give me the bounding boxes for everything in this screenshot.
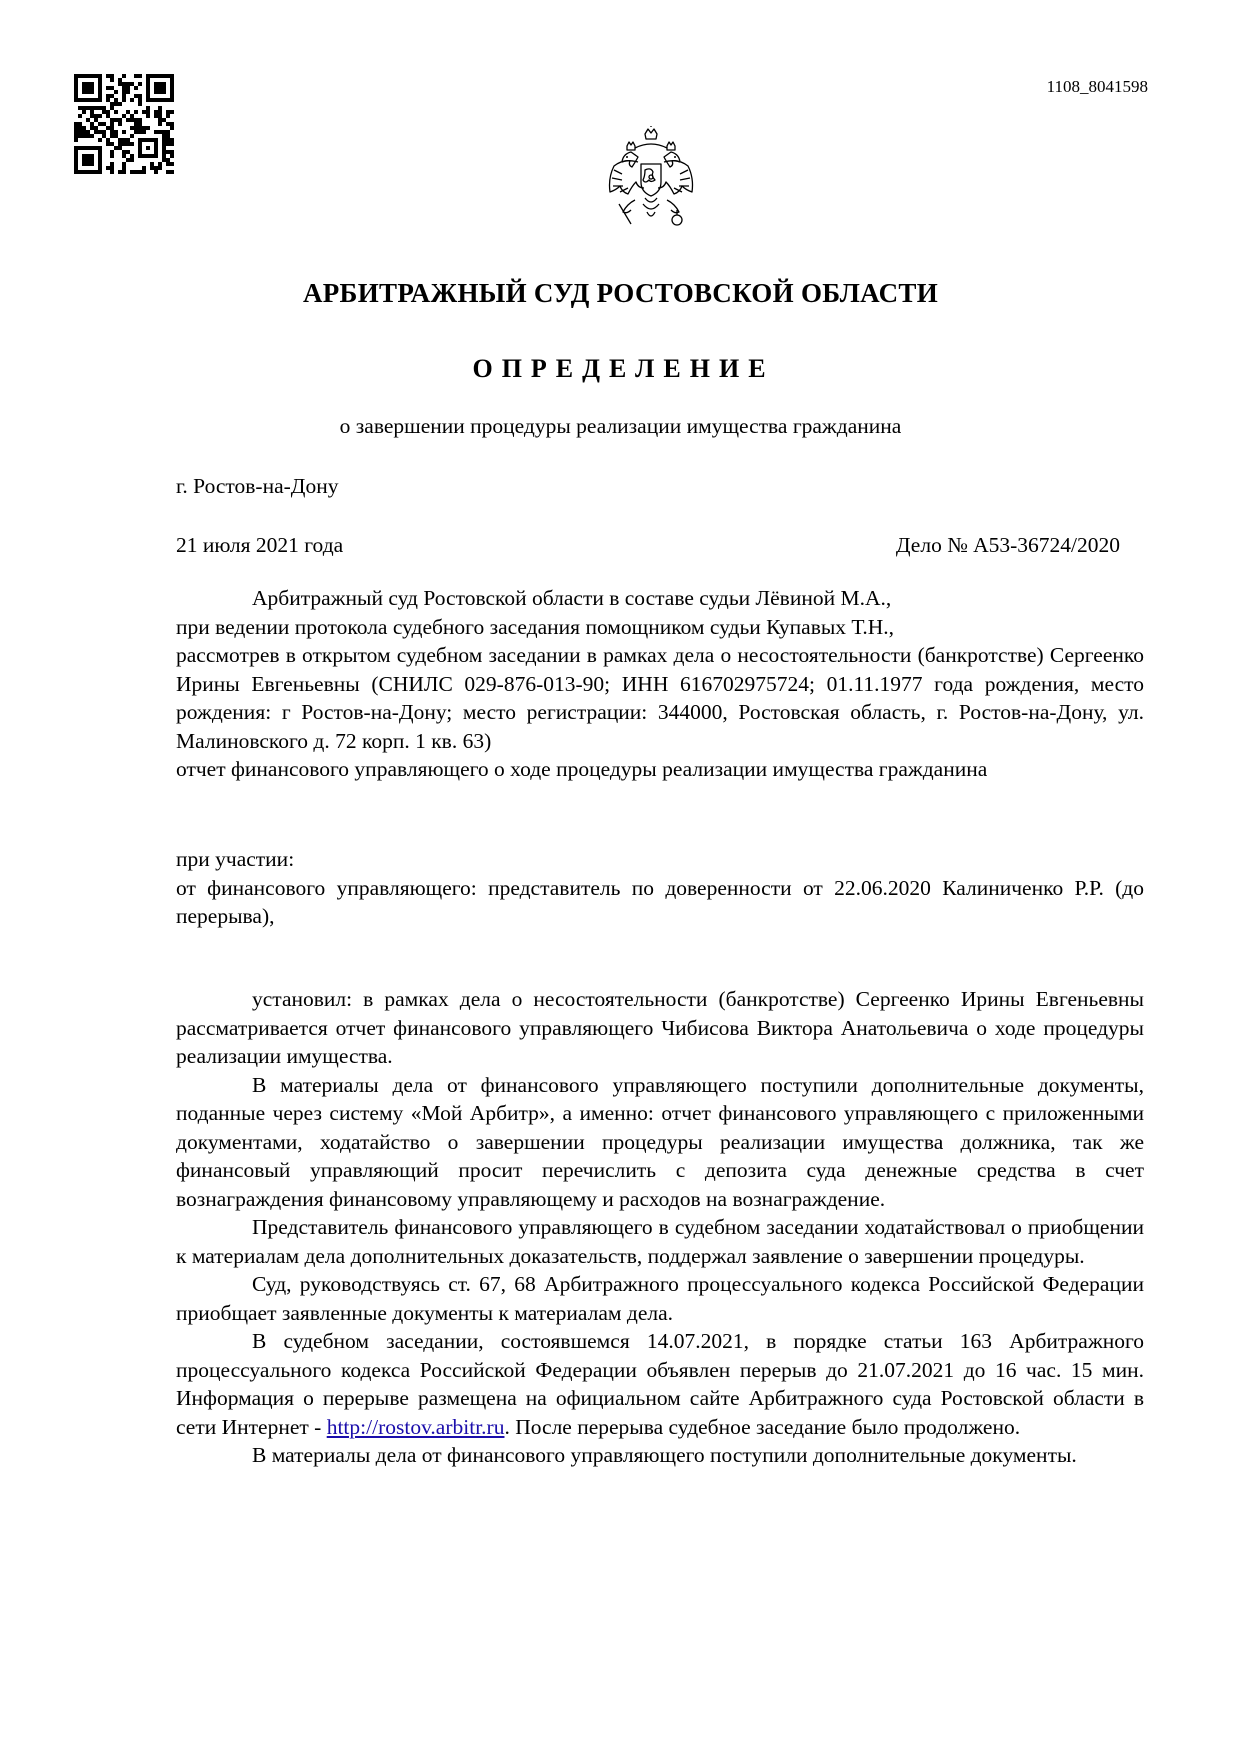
place-of-issue: г. Ростов-на-Дону: [176, 474, 339, 498]
qr-module: [166, 150, 170, 154]
court-composition: Арбитражный суд Ростовской области в составе судьи Лёвиной М.А.,: [252, 586, 892, 610]
qr-module: [90, 126, 94, 130]
qr-module: [118, 78, 122, 82]
qr-module: [166, 162, 170, 166]
qr-module: [170, 122, 174, 126]
qr-module: [134, 94, 138, 98]
matter-under-review: отчет финансового управляющего о ходе процедуры реализации имущества гражданина: [176, 757, 988, 781]
qr-module: [86, 106, 90, 110]
recess-text-end: . После перерыва судебное заседание было продолжено.: [504, 1414, 1021, 1439]
qr-module: [110, 94, 114, 98]
qr-module: [82, 126, 86, 130]
qr-module: [134, 170, 138, 174]
qr-module: [94, 126, 98, 130]
qr-module: [138, 130, 142, 134]
qr-module: [102, 106, 106, 110]
qr-module: [126, 110, 130, 114]
qr-module: [130, 114, 134, 118]
qr-module: [122, 90, 126, 94]
qr-module: [166, 142, 170, 146]
qr-module: [166, 134, 170, 138]
qr-module: [94, 130, 98, 134]
qr-module: [166, 130, 170, 134]
qr-module: [110, 162, 114, 166]
qr-module: [130, 126, 134, 130]
qr-module: [142, 166, 146, 170]
qr-module: [78, 134, 82, 138]
qr-module: [106, 138, 110, 142]
qr-module: [106, 126, 110, 130]
qr-module: [122, 114, 126, 118]
qr-module: [134, 126, 138, 130]
qr-module: [110, 102, 114, 106]
qr-module: [166, 110, 170, 114]
qr-module: [158, 118, 162, 122]
qr-module: [158, 122, 162, 126]
qr-module: [170, 142, 174, 146]
qr-module: [126, 118, 130, 122]
qr-module: [158, 106, 162, 110]
qr-module: [130, 98, 134, 102]
date-line: [176, 531, 1144, 560]
qr-module: [170, 150, 174, 154]
case-number: Дело № А53-36724/2020: [895, 533, 1120, 557]
qr-module: [106, 74, 110, 78]
qr-module: [82, 110, 86, 114]
qr-module: [106, 166, 110, 170]
qr-module: [118, 138, 122, 142]
qr-module: [130, 158, 134, 162]
qr-module: [110, 118, 114, 122]
qr-module: [98, 122, 102, 126]
qr-module: [106, 86, 110, 90]
qr-module: [130, 134, 134, 138]
qr-module: [74, 122, 78, 126]
qr-module: [130, 170, 134, 174]
qr-module: [78, 106, 82, 110]
qr-module: [138, 102, 142, 106]
qr-module: [94, 114, 98, 118]
qr-module: [126, 82, 130, 86]
russian-coat-of-arms-emblem: [605, 126, 697, 232]
qr-module: [98, 106, 102, 110]
qr-module: [118, 170, 122, 174]
qr-module: [122, 82, 126, 86]
qr-module: [162, 134, 166, 138]
qr-module: [138, 98, 142, 102]
document-subject: о завершении процедуры реализации имущества гражданина: [339, 414, 902, 438]
qr-module: [122, 154, 126, 158]
qr-module: [98, 130, 102, 134]
qr-module: [158, 162, 162, 166]
qr-module: [102, 134, 106, 138]
qr-module: [138, 126, 142, 130]
participation-line: от финансового управляющего: представитель по доверенности от 22.06.2020 Калиниченко Р.Р. (до перерыва),: [176, 875, 1144, 928]
qr-module: [110, 86, 114, 90]
document-date: 21 июля 2021 года: [176, 533, 344, 557]
qr-module: [170, 170, 174, 174]
qr-module: [122, 94, 126, 98]
qr-module: [122, 150, 126, 154]
qr-module: [110, 122, 114, 126]
qr-module: [86, 118, 90, 122]
qr-module: [90, 122, 94, 126]
qr-module: [162, 146, 166, 150]
qr-module: [126, 138, 130, 142]
qr-module: [86, 130, 90, 134]
qr-module: [110, 130, 114, 134]
qr-module: [110, 106, 114, 110]
qr-module: [114, 98, 118, 102]
qr-module: [110, 74, 114, 78]
qr-module: [74, 126, 78, 130]
qr-module: [106, 94, 110, 98]
court-name: АРБИТРАЖНЫЙ СУД РОСТОВСКОЙ ОБЛАСТИ: [302, 278, 939, 308]
body-block: [176, 985, 1144, 1470]
qr-module: [130, 82, 134, 86]
qr-module: [78, 130, 82, 134]
qr-module: [134, 86, 138, 90]
qr-module: [74, 130, 78, 134]
qr-module: [162, 150, 166, 154]
qr-module: [158, 166, 162, 170]
paragraph-recess: [176, 1327, 1144, 1441]
recess-text: В судебном заседании, состоявшемся 14.07.2021, в порядке статьи 163 Арбитражного процессуального кодекса Российской Федерации объявлен перерыв до 21.07.2021 до 16 час. 15 мин. Информация о перерыве размещена на официальном сайте Арбитражного суда Ростовской области в сети Интернет -: [176, 1329, 1144, 1439]
qr-module: [122, 170, 126, 174]
qr-module: [146, 110, 150, 114]
qr-module: [158, 110, 162, 114]
qr-module: [146, 106, 150, 110]
qr-module: [102, 122, 106, 126]
qr-module: [94, 106, 98, 110]
qr-module: [90, 106, 94, 110]
qr-module: [146, 114, 150, 118]
qr-module: [126, 158, 130, 162]
qr-code-icon: [74, 74, 174, 174]
qr-module: [114, 118, 118, 122]
qr-module: [166, 114, 170, 118]
qr-module: [130, 154, 134, 158]
qr-module: [122, 98, 126, 102]
qr-module: [162, 138, 166, 142]
qr-module: [126, 90, 130, 94]
qr-module: [138, 170, 142, 174]
qr-module: [122, 130, 126, 134]
qr-module: [134, 118, 138, 122]
qr-module: [106, 98, 110, 102]
qr-module: [166, 158, 170, 162]
qr-module: [102, 110, 106, 114]
document-type-title: ОПРЕДЕЛЕНИЕ: [472, 354, 775, 383]
qr-module: [118, 146, 122, 150]
qr-module: [78, 122, 82, 126]
qr-module: [122, 86, 126, 90]
qr-module: [110, 154, 114, 158]
qr-module: [90, 110, 94, 114]
qr-module: [114, 102, 118, 106]
qr-module: [142, 126, 146, 130]
qr-module: [106, 142, 110, 146]
protocol-line: при ведении протокола судебного заседания помощником судьи Купавых Т.Н.,: [176, 614, 895, 639]
paragraph-court-decision: Суд, руководствуясь ст. 67, 68 Арбитражного процессуального кодекса Российской Федерации приобщает заявленные документы к материалам дела.: [176, 1272, 1144, 1325]
qr-module: [110, 78, 114, 82]
qr-module: [162, 154, 166, 158]
qr-module: [142, 130, 146, 134]
paragraph-representative: Представитель финансового управляющего в судебном заседании ходатайствовал о приобщении к материалам дела дополнительных доказательств, поддержал заявление о завершении процедуры.: [176, 1215, 1144, 1268]
qr-module: [158, 114, 162, 118]
qr-module: [134, 130, 138, 134]
qr-module: [126, 86, 130, 90]
qr-module: [146, 126, 150, 130]
qr-module: [122, 138, 126, 142]
qr-module: [154, 166, 158, 170]
paragraph-documents: В материалы дела от финансового управляющего поступили дополнительные документы, поданные через систему «Мой Арбитр», а именно: отчет финансового управляющего с приложенными документами, ходатайство о завершении процедуры реализации имущества должника, так же финансовый управляющий просит перечислить с депозита суда денежные средства в счет вознаграждения финансовому управляющему и расходов на вознаграждение.: [176, 1072, 1144, 1211]
qr-module: [166, 138, 170, 142]
qr-module: [166, 170, 170, 174]
qr-module: [170, 126, 174, 130]
qr-module: [122, 166, 126, 170]
qr-module: [114, 146, 118, 150]
court-website-link[interactable]: http://rostov.arbitr.ru: [326, 1414, 505, 1439]
qr-module: [118, 82, 122, 86]
qr-module: [170, 162, 174, 166]
qr-module: [170, 110, 174, 114]
qr-module: [106, 114, 110, 118]
qr-module: [98, 114, 102, 118]
qr-module: [110, 134, 114, 138]
qr-module: [106, 110, 110, 114]
qr-module: [110, 170, 114, 174]
case-consideration: рассмотрев в открытом судебном заседании в рамках дела о несостоятельности (банкротстве) Сергеенко Ирины Евгеньевны (СНИЛС 029-876-013-90; ИНН 616702975724; 01.11.1977 года рождения, место рождения: г Ростов-на-Дону; место регистрации: 344000, Ростовская область, г. Ростов-на-Дону, ул. Малиновского д. 72 корп. 1 кв. 63): [176, 643, 1144, 753]
qr-module: [118, 102, 122, 106]
qr-module: [114, 134, 118, 138]
paragraph-additional-docs: В материалы дела от финансового управляющего поступили дополнительные документы.: [252, 1443, 1077, 1467]
qr-module: [110, 166, 114, 170]
qr-module: [82, 134, 86, 138]
qr-module: [142, 170, 146, 174]
qr-module: [98, 138, 102, 142]
qr-module: [118, 122, 122, 126]
qr-module: [110, 150, 114, 154]
qr-module: [74, 134, 78, 138]
intro-block: [176, 584, 1144, 784]
paragraph-established: установил: в рамках дела о несостоятельности (банкротстве) Сергеенко Ирины Евгеньевны рассматривается отчет финансового управляющего Чибисова Виктора Анатольевича о ходе процедуры реализации имущества.: [176, 987, 1144, 1068]
qr-module: [142, 110, 146, 114]
qr-module: [130, 142, 134, 146]
qr-module: [126, 142, 130, 146]
qr-module: [122, 74, 126, 78]
qr-module: [122, 162, 126, 166]
qr-module: [154, 114, 158, 118]
qr-module: [86, 134, 90, 138]
qr-module: [162, 118, 166, 122]
qr-module: [150, 162, 154, 166]
qr-module: [162, 142, 166, 146]
qr-module: [78, 114, 82, 118]
qr-module: [126, 150, 130, 154]
qr-module: [170, 154, 174, 158]
qr-module: [82, 106, 86, 110]
qr-module: [110, 126, 114, 130]
qr-module: [118, 142, 122, 146]
qr-module: [118, 118, 122, 122]
qr-module: [154, 130, 158, 134]
qr-module: [130, 118, 134, 122]
qr-module: [138, 82, 142, 86]
qr-module: [90, 134, 94, 138]
participation-label: при участии:: [176, 847, 295, 871]
qr-module: [154, 170, 158, 174]
qr-module: [90, 114, 94, 118]
qr-module: [82, 130, 86, 134]
document-id: 1108_8041598: [1046, 77, 1148, 96]
qr-module: [154, 110, 158, 114]
qr-module: [138, 118, 142, 122]
qr-module: [138, 74, 142, 78]
qr-module: [162, 158, 166, 162]
qr-module: [94, 118, 98, 122]
qr-module: [134, 74, 138, 78]
qr-module: [110, 142, 114, 146]
qr-module: [114, 110, 118, 114]
qr-module: [170, 138, 174, 142]
qr-module: [102, 130, 106, 134]
qr-module: [138, 122, 142, 126]
qr-module: [74, 138, 78, 142]
qr-module: [114, 90, 118, 94]
qr-module: [122, 142, 126, 146]
qr-module: [162, 130, 166, 134]
qr-module: [138, 94, 142, 98]
qr-module: [166, 122, 170, 126]
qr-module: [78, 126, 82, 130]
qr-module: [158, 130, 162, 134]
qr-module: [134, 110, 138, 114]
qr-module: [114, 130, 118, 134]
participation-block: [176, 845, 1144, 931]
qr-module: [134, 122, 138, 126]
qr-module: [150, 166, 154, 170]
